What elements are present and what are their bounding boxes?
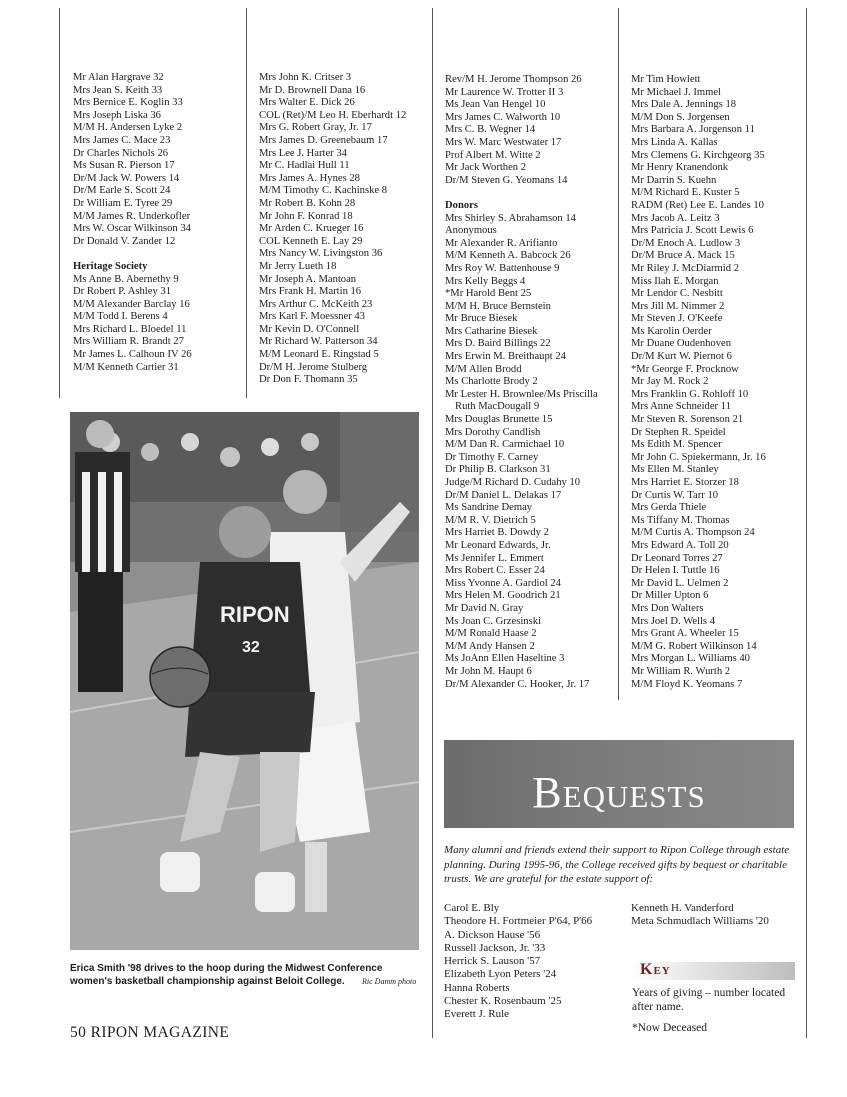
column-rule-3	[432, 8, 433, 1038]
name-entry: Dr Donald V. Zander 12	[73, 235, 176, 247]
photo-credit: Ric Damm photo	[362, 977, 417, 986]
name-entry: Dr/M H. Jerome Stulberg	[259, 361, 368, 373]
name-entry: Mrs W. Marc Westwater 17	[445, 136, 562, 148]
name-entry: Mrs C. B. Wegner 14	[445, 124, 536, 136]
bequest-names	[631, 902, 769, 929]
name-entry: Herrick S. Lauson '57	[444, 955, 541, 968]
name-entry: Mr Jay M. Rock 2	[631, 376, 709, 388]
name-entry: Dr Philip B. Clarkson 31	[445, 464, 551, 476]
name-entry: Mrs James A. Hynes 28	[259, 172, 360, 184]
name-entry: Mrs Gerda Thiele	[631, 502, 707, 514]
name-entry: Mrs Joseph Liska 36	[73, 109, 161, 121]
donor-column-3	[445, 74, 598, 691]
key-deceased-note: *Now Deceased	[632, 1022, 708, 1034]
name-entry: M/M Leonard E. Ringstad 5	[259, 349, 379, 361]
name-entry: Mr Tim Howlett	[631, 74, 701, 85]
column-rule-5	[806, 8, 807, 1038]
name-entry: Mrs Robert C. Esser 24	[445, 565, 545, 577]
name-entry: Mrs Catharine Biesek	[445, 325, 538, 337]
donor-list	[631, 74, 766, 691]
name-entry: RADM (Ret) Lee E. Landes 10	[631, 199, 764, 211]
key-description: Years of giving – number located after name.	[632, 987, 786, 1013]
name-entry: Mr Leonard Edwards, Jr.	[445, 539, 551, 551]
name-entry: Mrs Lee J. Harter 34	[259, 147, 347, 159]
name-entry: Ms JoAnn Ellen Haseltine 3	[445, 653, 565, 665]
name-entry: Ruth MacDougall 9	[455, 401, 540, 413]
donor-column-4	[631, 74, 766, 691]
name-entry: Mrs Walter E. Dick 26	[259, 97, 355, 109]
name-entry: Mrs Frank H. Martin 16	[259, 286, 362, 298]
name-entry: Dr/M Alexander C. Hooker, Jr. 17	[445, 678, 590, 690]
name-entry: M/M Alexander Barclay 16	[73, 298, 190, 310]
name-entry: *Mr Harold Bent 25	[445, 288, 532, 300]
name-entry: Mrs Morgan L. Williams 40	[631, 653, 750, 665]
name-entry: *Mr George F. Procknow	[631, 363, 739, 375]
name-entry: Dr Charles Nichols 26	[73, 147, 169, 159]
donor-list	[259, 72, 406, 387]
name-entry: Ms Jennifer L. Emmert	[445, 552, 544, 564]
name-entry: Mr Arden C. Krueger 16	[259, 223, 364, 235]
basketball-photo	[70, 412, 419, 950]
name-entry: Mrs Jill M. Nimmer 2	[631, 300, 725, 312]
name-entry: Mr Riley J. McDiarmid 2	[631, 262, 739, 274]
name-entry: Mr Henry Kranendonk	[631, 162, 729, 174]
name-entry: Mrs Dorothy Candlish	[445, 426, 541, 438]
heritage-society-list	[73, 274, 192, 375]
name-entry: M/M James R. Underkofler	[73, 210, 191, 222]
bequests-list-right	[631, 902, 769, 929]
name-entry: Dr Miller Upton 6	[631, 590, 709, 602]
name-entry: Mr Michael J. Immel	[631, 86, 722, 98]
name-entry: Ms Charlotte Brody 2	[445, 376, 538, 388]
name-entry: Mrs Don Walters	[631, 602, 704, 614]
name-entry: M/M Allen Brodd	[445, 363, 522, 375]
name-entry: Ms Joan C. Grzesinski	[445, 615, 541, 627]
column-rule-4	[618, 8, 619, 700]
name-entry: M/M Dan R. Carmichael 10	[445, 439, 565, 451]
name-entry: Dr/M Jack W. Powers 14	[73, 172, 180, 184]
name-entry: Ms Karolin Oerder	[631, 325, 712, 337]
name-entry: Mr Jack Worthen 2	[445, 162, 527, 174]
name-entry: Mr Lendor C. Nesbitt	[631, 288, 723, 300]
name-entry: Mr Duane Oudenhoven	[631, 338, 732, 350]
donor-list	[445, 74, 598, 187]
name-entry: Dr/M Kurt W. Piernot 6	[631, 351, 732, 363]
name-entry: Miss Yvonne A. Gardiol 24	[445, 577, 561, 589]
name-entry: M/M Curtis A. Thompson 24	[631, 527, 755, 539]
name-entry: Mrs Douglas Brunette 15	[445, 414, 553, 426]
name-entry: Chester K. Rosenbaum '25	[444, 995, 562, 1008]
name-entry: Ms Susan R. Pierson 17	[73, 160, 175, 172]
name-entry: Mr John C. Spiekermann, Jr. 16	[631, 451, 766, 463]
name-entry: M/M Richard E. Kuster 5	[631, 187, 740, 199]
name-entry: Mrs Karl F. Moessner 43	[259, 311, 365, 323]
name-entry: M/M H. Andersen Lyke 2	[73, 122, 183, 134]
name-entry: Mr Steven R. Sorenson 21	[631, 414, 744, 426]
name-entry: M/M Floyd K. Yeomans 7	[631, 678, 743, 690]
key-title: Key	[640, 961, 671, 978]
name-entry: Mrs Linda A. Kallas	[631, 136, 718, 148]
name-entry: Mrs Kelly Beggs 4	[445, 275, 526, 287]
name-entry: M/M R. V. Dietrich 5	[445, 514, 536, 526]
name-entry: Mr David N. Gray	[445, 602, 524, 614]
name-entry: Ms Edith M. Spencer	[631, 439, 722, 451]
name-entry: M/M Timothy C. Kachinske 8	[259, 185, 388, 197]
name-entry: Mr Steven J. O'Keefe	[631, 313, 723, 325]
name-entry: Ms Ellen M. Stanley	[631, 464, 719, 476]
name-entry: Dr Helen I. Tuttle 16	[631, 565, 720, 577]
bequest-names	[444, 902, 592, 1022]
name-entry: Mrs Joel D. Wells 4	[631, 615, 715, 627]
bequests-banner	[444, 740, 794, 828]
name-entry: Ms Anne B. Abernethy 9	[73, 273, 179, 285]
name-entry: Mrs Arthur C. McKeith 23	[259, 298, 373, 310]
name-entry: Mr David L. Uelmen 2	[631, 577, 729, 589]
name-entry: Mrs Anne Schneider 11	[631, 401, 731, 413]
name-entry: Mr John M. Haupt 6	[445, 665, 532, 677]
bequests-title: Bequests	[532, 768, 706, 817]
name-entry: Prof Albert M. Witte 2	[445, 149, 541, 161]
name-entry: Dr William E. Tyree 29	[73, 197, 173, 209]
name-entry: Mrs Jacob A. Leitz 3	[631, 212, 720, 224]
name-entry: Mr Robert B. Kohn 28	[259, 197, 356, 209]
name-entry: Mr Lester H. Brownlee/Ms Priscilla	[445, 388, 598, 400]
name-entry: Dr Curtis W. Tarr 10	[631, 489, 719, 501]
name-entry: Ms Sandrine Demay	[445, 502, 533, 514]
heritage-society-heading: Heritage Society	[73, 260, 148, 272]
name-entry: Mrs Helen M. Goodrich 21	[445, 590, 561, 602]
name-entry: COL (Ret)/M Leo H. Eberhardt 12	[259, 109, 407, 121]
name-entry: Miss Ilah E. Morgan	[631, 275, 719, 287]
name-entry: Russell Jackson, Jr. '33	[444, 941, 546, 954]
name-entry: A. Dickson Hause '56	[444, 928, 541, 941]
jersey-text: RIPON	[220, 602, 290, 627]
name-entry: Mr Alexander R. Arifianto	[445, 237, 558, 249]
name-entry: Mr Kevin D. O'Connell	[259, 323, 360, 335]
name-entry: Mr James L. Calhoun IV 26	[73, 349, 192, 361]
name-entry: M/M Todd I. Berens 4	[73, 311, 168, 323]
name-entry: Mrs John K. Critser 3	[259, 72, 352, 83]
name-entry: Dr Stephen R. Speidel	[631, 426, 726, 438]
name-entry: Mrs Jean S. Keith 33	[73, 84, 163, 96]
name-entry: Mr C. Hadlai Hull 11	[259, 160, 350, 172]
name-entry: Mrs Edward A. Toll 20	[631, 539, 729, 551]
bequests-intro: Many alumni and friends extend their support to Ripon College through estate planning. During 1995-96, the College received gifts by bequest or charitable trusts. We are grateful for the estate support of:	[444, 844, 790, 885]
name-entry: Mrs Dale A. Jennings 18	[631, 99, 737, 111]
name-entry: Mrs Nancy W. Livingston 36	[259, 248, 383, 260]
name-entry: Dr/M Bruce A. Mack 15	[631, 250, 735, 262]
donors-heading: Donors	[445, 199, 478, 211]
donors-list	[445, 213, 598, 692]
name-entry: Dr Timothy F. Carney	[445, 451, 539, 463]
name-entry: M/M G. Robert Wilkinson 14	[631, 640, 757, 652]
name-entry: Mrs James D. Greenebaum 17	[259, 134, 388, 146]
name-entry: Mrs Roy W. Battenhouse 9	[445, 262, 560, 274]
name-entry: M/M H. Bruce Bernstein	[445, 300, 551, 312]
column-rule-2	[246, 8, 247, 398]
name-entry: Mrs Clemens G. Kirchgeorg 35	[631, 149, 765, 161]
name-entry: Ms Jean Van Hengel 10	[445, 99, 546, 111]
name-entry: COL Kenneth E. Lay 29	[259, 235, 363, 247]
name-entry: Mr Laurence W. Trotter II 3	[445, 86, 564, 98]
name-entry: Mr Joseph A. Mantoan	[259, 273, 357, 285]
basketball-scene-image	[70, 412, 419, 950]
name-entry: Mrs Erwin M. Breithaupt 24	[445, 351, 566, 363]
name-entry: Dr/M Earle S. Scott 24	[73, 185, 171, 197]
page-footer: 50 RIPON MAGAZINE	[70, 1024, 230, 1041]
name-entry: Mr Jerry Lueth 18	[259, 260, 337, 272]
name-entry: Mrs Barbara A. Jorgenson 11	[631, 124, 755, 136]
name-entry: Ms Tiffany M. Thomas	[631, 514, 730, 526]
name-entry: Meta Schmudlach Williams '20	[631, 915, 769, 928]
name-entry: Mrs Patricia J. Scott Lewis 6	[631, 225, 754, 237]
name-entry: Dr Leonard Torres 27	[631, 552, 723, 564]
name-entry: Mr Bruce Biesek	[445, 313, 518, 325]
name-entry: Dr/M Steven G. Yeomans 14	[445, 174, 568, 186]
name-entry: Anonymous	[445, 225, 497, 237]
name-entry: Dr/M Enoch A. Ludlow 3	[631, 237, 741, 249]
name-entry: Mr Alan Hargrave 32	[73, 72, 164, 83]
name-entry: Mr John F. Konrad 18	[259, 210, 353, 222]
name-entry: Mrs James C. Walworth 10	[445, 111, 561, 123]
name-entry: Theodore H. Fortmeier P'64, P'66	[444, 915, 593, 928]
name-entry: Mrs Harriet B. Dowdy 2	[445, 527, 549, 539]
name-entry: Kenneth H. Vanderford	[631, 902, 734, 914]
donor-column-2	[259, 72, 406, 387]
name-entry: Elizabeth Lyon Peters '24	[444, 968, 557, 981]
name-entry: Mrs Harriet E. Storzer 18	[631, 477, 739, 488]
name-entry: Dr Robert P. Ashley 31	[73, 286, 171, 298]
donor-list	[73, 72, 192, 248]
name-entry: Mr Darrin S. Kuehn	[631, 174, 717, 186]
name-entry: Everett J. Rule	[444, 1008, 510, 1021]
name-entry: Mrs Franklin G. Rohloff 10	[631, 388, 749, 400]
name-entry: Dr/M Daniel L. Delakas 17	[445, 489, 562, 501]
donor-column-1	[73, 72, 192, 374]
name-entry: Mrs William R. Brandt 27	[73, 336, 184, 348]
jersey-number: 32	[242, 639, 260, 656]
photo-caption: Erica Smith '98 drives to the hoop during the Midwest Conference women's basketball championship against Beloit College.	[70, 963, 383, 987]
name-entry: Mrs Shirley S. Abrahamson 14	[445, 212, 576, 224]
name-entry: Mrs Richard L. Bloedel 11	[73, 323, 187, 335]
name-entry: Mrs James C. Mace 23	[73, 134, 171, 146]
name-entry: M/M Don S. Jorgensen	[631, 111, 730, 123]
name-entry: Mrs Bernice E. Koglin 33	[73, 97, 183, 109]
name-entry: Mr Richard W. Patterson 34	[259, 336, 378, 348]
name-entry: M/M Ronald Haase 2	[445, 628, 537, 640]
name-entry: Mrs G. Robert Gray, Jr. 17	[259, 122, 372, 134]
name-entry: Judge/M Richard D. Cudahy 10	[445, 477, 581, 488]
name-entry: Hanna Roberts	[444, 981, 510, 994]
name-entry: Carol E. Bly	[444, 902, 500, 914]
name-entry: Mrs W. Oscar Wilkinson 34	[73, 223, 191, 235]
bequests-list-left	[444, 902, 592, 1022]
name-entry: Mrs D. Baird Billings 22	[445, 338, 551, 350]
name-entry: Mr William R. Wurth 2	[631, 665, 731, 677]
name-entry: M/M Kenneth A. Babcock 26	[445, 250, 571, 262]
name-entry: Mrs Grant A. Wheeler 15	[631, 628, 739, 640]
name-entry: M/M Kenneth Cartier 31	[73, 361, 179, 373]
name-entry: M/M Andy Hansen 2	[445, 640, 535, 652]
name-entry: Mr D. Brownell Dana 16	[259, 84, 366, 96]
name-entry: Rev/M H. Jerome Thompson 26	[445, 74, 582, 85]
column-rule-1	[59, 8, 60, 398]
name-entry: Dr Don F. Thomann 35	[259, 374, 358, 386]
